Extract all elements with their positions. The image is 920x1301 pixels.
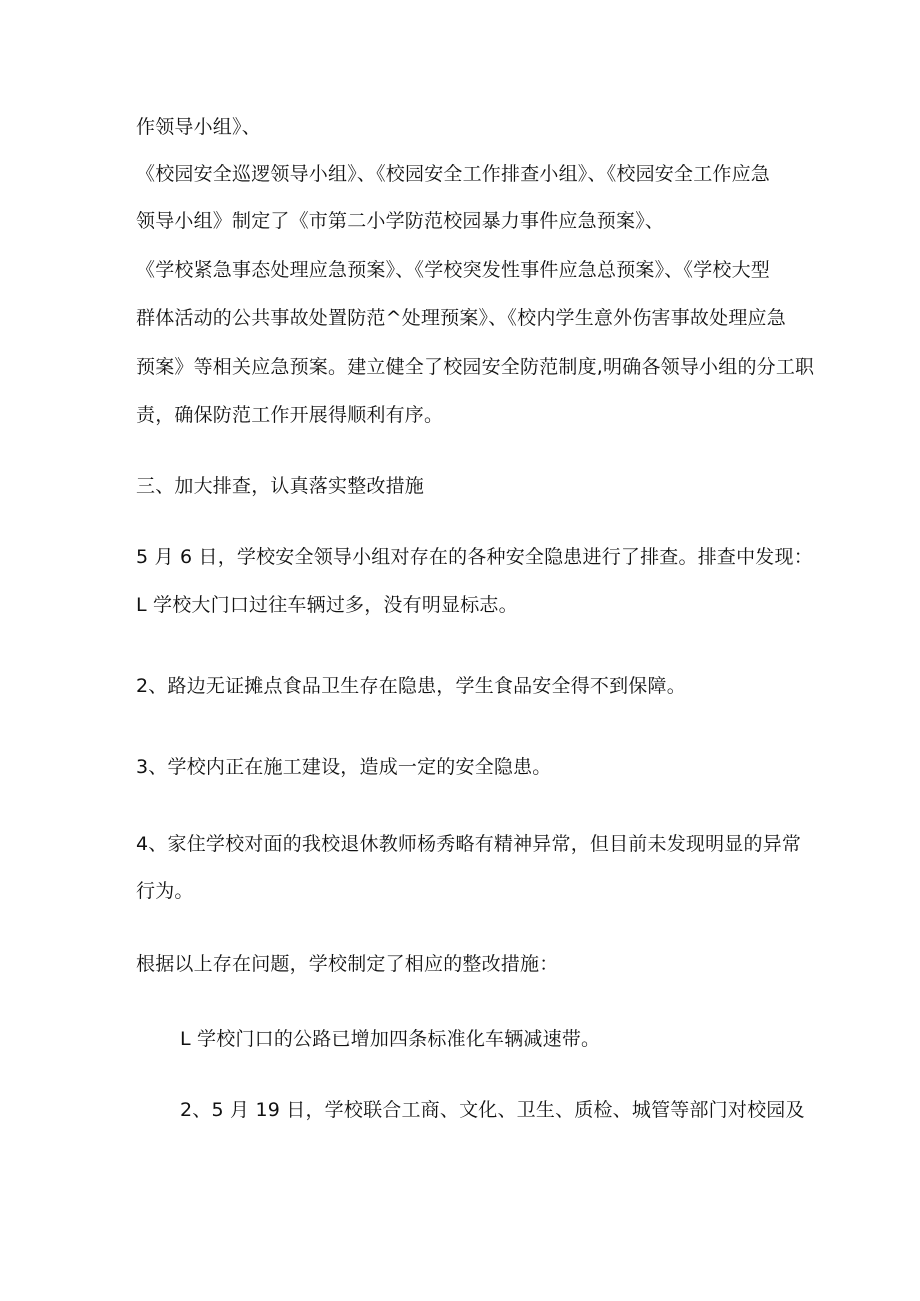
text-line: 预案》等相关应急预案。建立健全了校园安全防范制度,明确各领导小组的分工职 [136,356,815,378]
list-item: L 学校大门口过往车辆过多，没有明显标志。 [136,594,518,616]
text-line: 领导小组》制定了《市第二小学防范校园暴力事件应急预案》、 [136,210,665,232]
list-item: 2、5 月 19 日，学校联合工商、文化、卫生、质检、城管等部门对校园及 [180,1099,805,1121]
list-item: 2、路边无证摊点食品卫生存在隐患，学生食品安全得不到保障。 [136,675,686,697]
list-item: 4、家住学校对面的我校退休教师杨秀略有精神异常，但目前未发现明显的异常 [136,833,802,855]
text-line: 《学校紧急事态处理应急预案》、《学校突发性事件应急总预案》、《学校大型 [136,259,771,281]
text-line: 群体活动的公共事故处置防范^处理预案》、《校内学生意外伤害事故处理应急 [136,307,786,329]
list-item: L 学校门口的公路已增加四条标准化车辆减速带。 [180,1028,601,1050]
section-heading: 三、加大排查，认真落实整改措施 [136,475,425,497]
list-item: 3、学校内正在施工建设，造成一定的安全隐患。 [136,756,552,778]
text-line: 行为。 [136,880,194,902]
text-line: 根据以上存在问题，学校制定了相应的整改措施： [136,953,559,975]
text-line: 作领导小组》、 [136,116,261,138]
text-line: 《校园安全巡逻领导小组》、《校园安全工作排查小组》、《校园安全工作应急 [136,163,771,185]
text-line: 5 月 6 日，学校安全领导小组对存在的各种安全隐患进行了排查。排查中发现： [136,546,813,568]
text-line: 责，确保防范工作开展得顺利有序。 [136,404,444,426]
